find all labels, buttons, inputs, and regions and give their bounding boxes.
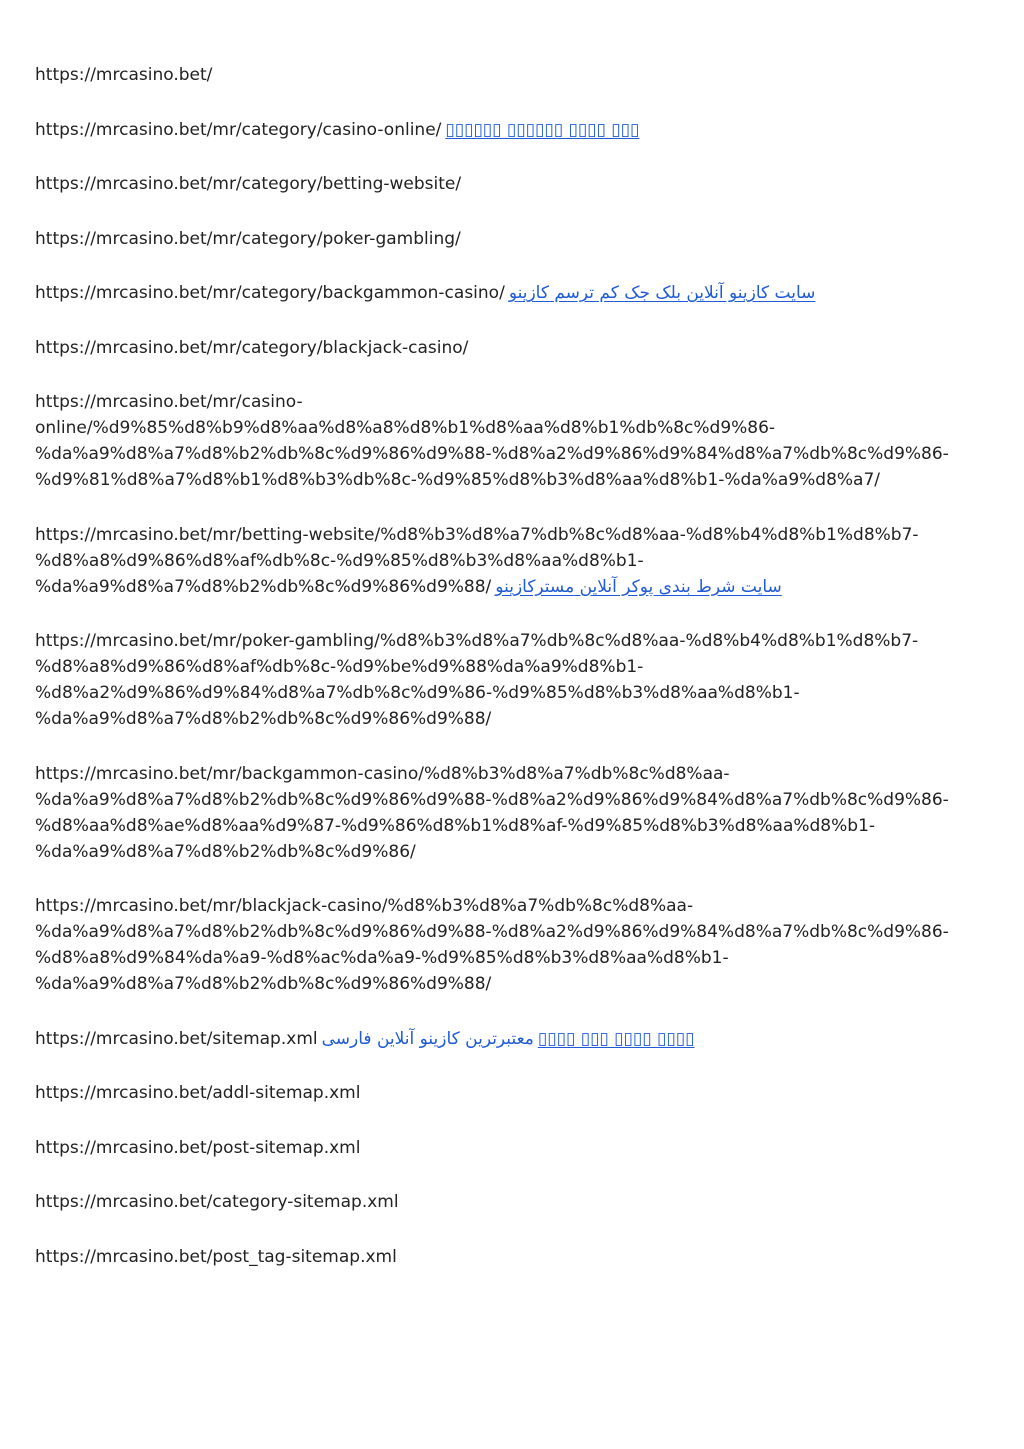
anchor-link[interactable]: سایت کازینو آنلاین بلک جک کم ترسم کازینو — [508, 283, 816, 303]
url-entry — [35, 1244, 935, 1270]
url-entry — [35, 171, 935, 197]
url-text: %d8%aa%d8%ae%d8%aa%d9%87-%d9%86%d8%b1%d8%af-%d9%85%d8%b3%d8%aa%d8%b1- — [35, 815, 876, 836]
url-text: %d8%a2%d9%86%d9%84%d8%a7%db%8c%d9%86-%d9%85%d8%b3%d8%aa%d8%b1- — [35, 683, 800, 703]
url-entry — [35, 62, 935, 88]
url-text: %da%a9%d8%a7%d8%b2%db%8c%d9%86%d9%88-%d8%a2%d9%86%d9%84%d8%a7%db%8c%d9%86- — [35, 789, 949, 810]
url-entry — [35, 893, 949, 997]
url-text: https://mrcasino.bet/mr/category/casino-online/ — [35, 119, 442, 140]
url-entry — [35, 389, 949, 493]
url-text: https://mrcasino.bet/mr/backgammon-casino/%d8%b3%d8%a7%db%8c%d8%aa- — [35, 763, 730, 784]
url-entry — [35, 522, 935, 600]
url-text: https://mrcasino.bet/addl-sitemap.xml — [35, 1083, 361, 1103]
url-text: %da%a9%d8%a7%d8%b2%db%8c%d9%86%d9%88-%d8%a2%d9%86%d9%84%d8%a7%db%8c%d9%86- — [35, 444, 949, 464]
url-text: https://mrcasino.bet/post_tag-sitemap.xml — [35, 1246, 397, 1267]
url-entry — [35, 226, 935, 252]
url-text: https://mrcasino.bet/mr/category/poker-gambling/ — [35, 228, 461, 249]
url-text: https://mrcasino.bet/mr/category/blackjack-casino/ — [35, 337, 469, 358]
url-text: %da%a9%d8%a7%d8%b2%db%8c%d9%86%d9%88/ — [35, 974, 492, 994]
anchor-link[interactable]: ▯▯▯▯ ▯▯▯ ▯▯▯▯ ▯▯▯▯ — [537, 1028, 695, 1049]
url-text: https://mrcasino.bet/mr/betting-website/%d8%b3%d8%a7%db%8c%d8%aa-%d8%b4%d8%b1%d8%b7- — [35, 524, 919, 545]
url-text: https://mrcasino.bet/mr/blackjack-casino/%d8%b3%d8%a7%db%8c%d8%aa- — [35, 896, 694, 916]
url-text: https://mrcasino.bet/sitemap.xml — [35, 1028, 318, 1049]
url-entry — [35, 761, 949, 865]
url-text: https://mrcasino.bet/mr/category/backgammon-casino/ — [35, 283, 505, 303]
url-text: %da%a9%d8%a7%d8%b2%db%8c%d9%86%d9%88/ — [35, 576, 492, 597]
url-text: https://mrcasino.bet/ — [35, 65, 213, 85]
url-text: %da%a9%d8%a7%d8%b2%db%8c%d9%86/ — [35, 841, 416, 862]
url-text: %da%a9%d8%a7%d8%b2%db%8c%d9%86%d9%88-%d8%a2%d9%86%d9%84%d8%a7%db%8c%d9%86- — [35, 922, 949, 942]
url-entry — [35, 280, 935, 306]
url-text: %d9%81%d8%a7%d8%b1%d8%b3%db%8c-%d9%85%d8%b3%d8%aa%d8%b1-%da%a9%d8%a7/ — [35, 470, 881, 490]
url-text: https://mrcasino.bet/mr/casino- — [35, 392, 303, 412]
url-entry — [35, 628, 935, 732]
url-text: %d8%a8%d9%84%da%a9-%d8%ac%da%a9-%d9%85%d8%b3%d8%aa%d8%b1- — [35, 948, 729, 968]
anchor-link[interactable]: معتبرترین کازینو آنلاین فارسی — [321, 1028, 534, 1049]
url-text: %d8%a8%d9%86%d8%af%db%8c-%d9%85%d8%b3%d8%aa%d8%b1- — [35, 550, 644, 571]
url-entry — [35, 1026, 935, 1052]
url-text: https://mrcasino.bet/category-sitemap.xml — [35, 1192, 399, 1212]
url-text: online/%d9%85%d8%b9%d8%aa%d8%a8%d8%b1%d8%aa%d8%b1%db%8c%d9%86- — [35, 418, 776, 438]
url-text: %da%a9%d8%a7%d8%b2%db%8c%d9%86%d9%88/ — [35, 709, 492, 729]
url-entry — [35, 1135, 935, 1161]
url-entry — [35, 1080, 935, 1106]
url-text: https://mrcasino.bet/mr/poker-gambling/%d8%b3%d8%a7%db%8c%d8%aa-%d8%b4%d8%b1%d8%b7- — [35, 631, 919, 651]
url-text: https://mrcasino.bet/post-sitemap.xml — [35, 1137, 361, 1158]
url-text: https://mrcasino.bet/mr/category/betting-website/ — [35, 174, 462, 194]
document-page — [35, 62, 949, 1298]
anchor-link[interactable]: سایت شرط بندی پوکر آنلاین مسترکازینو — [495, 576, 782, 597]
url-entry — [35, 335, 935, 361]
anchor-link[interactable]: ▯▯▯▯▯▯ ▯▯▯▯▯▯ ▯▯▯▯ ▯▯▯ — [445, 119, 640, 140]
url-entry — [35, 1189, 935, 1215]
url-text: %d8%a8%d9%86%d8%af%db%8c-%d9%be%d9%88%da%a9%d8%b1- — [35, 657, 644, 677]
url-entry — [35, 117, 935, 143]
